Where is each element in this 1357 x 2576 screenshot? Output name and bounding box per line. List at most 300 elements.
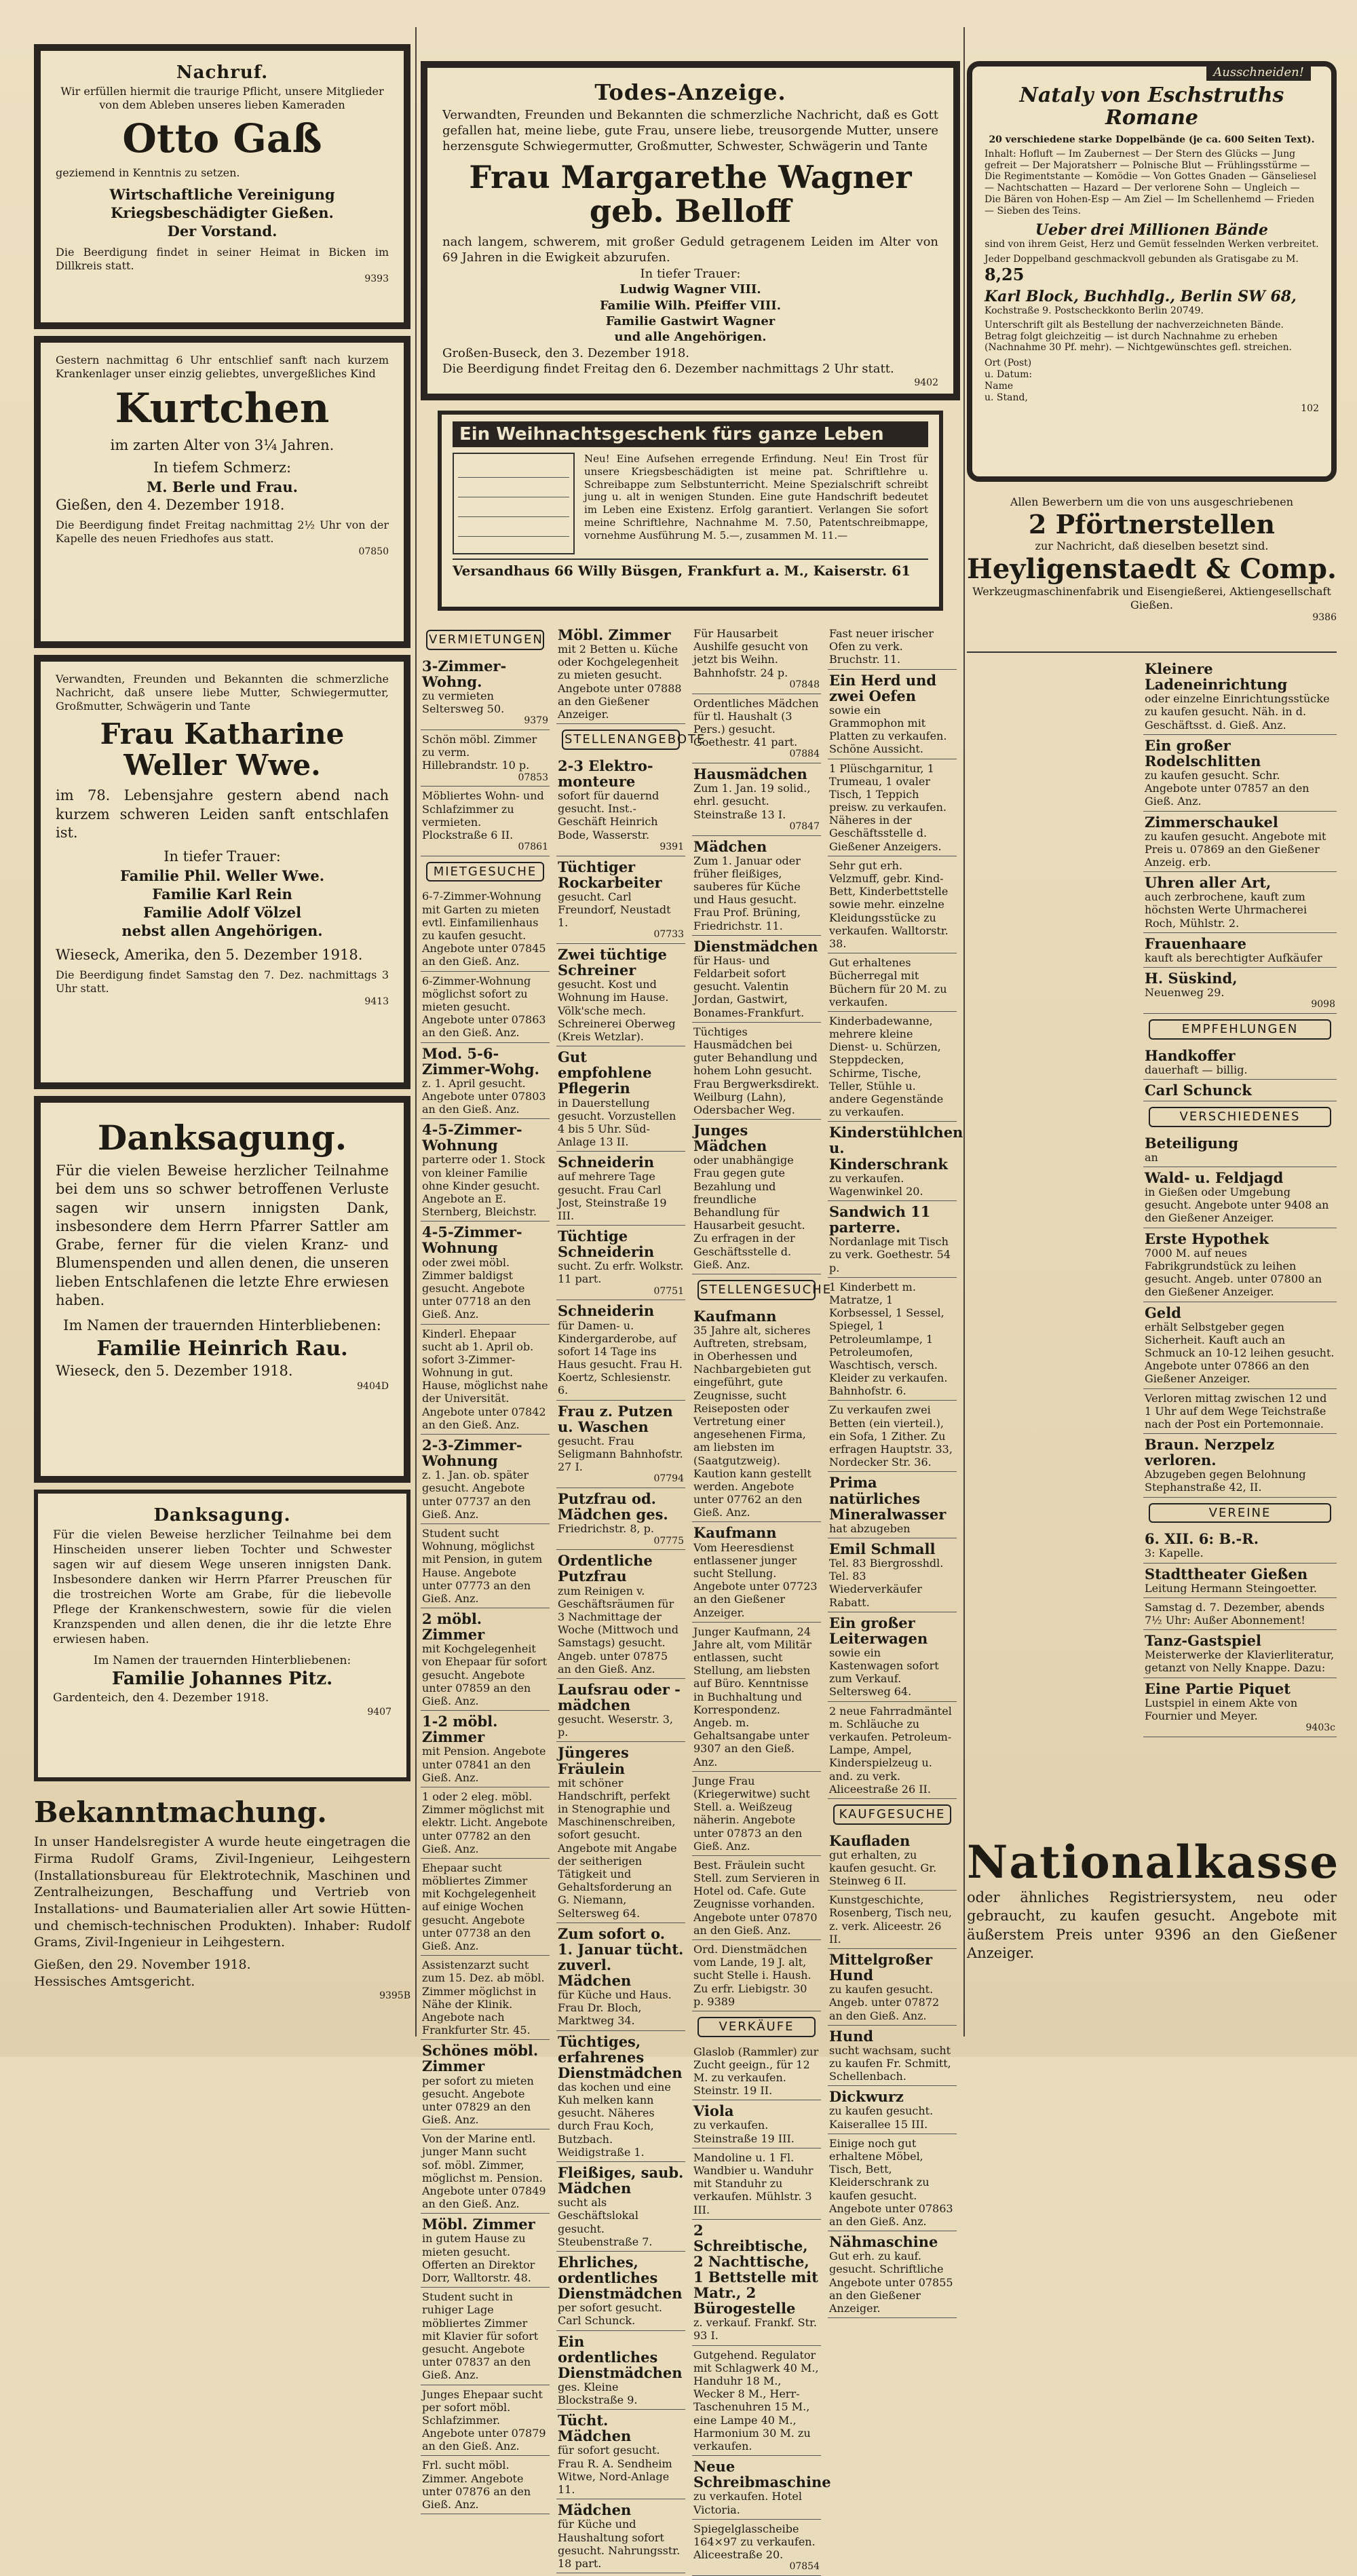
col-b-ad: [556, 1226, 685, 1300]
weller-fam4: nebst allen Angehörigen.: [121, 922, 323, 940]
nataly-title: Nataly von Eschstruths Romane: [1019, 83, 1284, 130]
heyl-firm: Heyligenstaedt & Comp.: [967, 553, 1337, 585]
ad-text: zu kaufen gesucht. Angeb. unter 07872 an den Gieß. Anz.: [829, 1983, 940, 2022]
dank1-text: Für die vielen Beweise herzlicher Teilnahme bei dem uns so schwer betroffenen Verluste sagen wir unsern innigsten Dank, insbesondere dem Herrn Pfarrer Sattler am Grabe, ferner für die vielen Kranz- und Blumenspenden und allen denen, die unseren lieben Entschlafenen die letzte Ehre erwiesen haben.: [56, 1162, 389, 1309]
nataly-addr: Kochstraße 9. Postscheckkonto Berlin 20749.: [985, 305, 1204, 316]
col-e-ad: [1143, 1498, 1337, 1529]
col-c-ad: [692, 1522, 821, 1622]
nachruf-num: 9393: [364, 273, 389, 285]
col-e-ad: [1143, 933, 1337, 968]
ad-text: mit Pension. Angebote unter 07841 an den Gieß. Anz.: [422, 1745, 546, 1784]
ad-text: Sehr gut erh. Velzmuff, gebr. Kind-Bett, Kinderbettstelle sowie mehr. einzelne Kleidungsstücke zu verkaufen. Walltorstr. 38.: [829, 858, 949, 950]
ad-heading: Mod. 5-6-Zimmer-Wohg.: [422, 1044, 539, 1078]
dank2-num: 9407: [367, 1706, 391, 1718]
col-d-ad: [828, 856, 957, 953]
col-a-ad: [421, 730, 550, 787]
ad-text: Kinderl. Ehepaar sucht ab 1. April ob. sofort 3-Zimmer-Wohnung in gut. Hause, möglichst nahe der Universität. Angebote unter 07842 an den Gieß. Anz.: [422, 1327, 548, 1431]
col-c-ad: [692, 936, 821, 1023]
ad-heading: Ehrliches, ordentliches Dienstmädchen: [558, 2253, 683, 2303]
todes-place: Großen-Buseck, den 3. Dezember 1918.: [442, 345, 690, 360]
ad-text: an: [1145, 1150, 1158, 1164]
ads-column-right: [1143, 658, 1337, 1825]
ad-text: Ehepaar sucht möbliertes Zimmer mit Kochgelegenheit auf einige Wochen gesucht. Angebote unter 07738 an den Gieß. Anz.: [422, 1861, 536, 1953]
ad-heading: Kleinere Ladeneinrichtung: [1145, 660, 1288, 694]
ad-text: Möbliertes Wohn- und Schlafzimmer zu vermieten. Plockstraße 6 II.: [422, 789, 544, 841]
col-a-ad: [421, 1608, 550, 1711]
col-a-ad: [421, 656, 550, 730]
col-a-ad: [421, 887, 550, 971]
col-a-ad: [421, 1711, 550, 1787]
col-e-ad: [1143, 1434, 1337, 1498]
col-d-ad: [828, 2134, 957, 2231]
ad-text: Abzugeben gegen Belohnung Stephanstraße 42, II.: [1145, 1468, 1306, 1494]
heyl-head: 2 Pförtnerstellen: [1028, 509, 1276, 539]
col-d-ad: [828, 1538, 957, 1612]
col-b-ad: [556, 2499, 685, 2573]
ad-heading: Zimmerschaukel: [1145, 813, 1278, 831]
ad-heading: Handkoffer: [1145, 1046, 1236, 1064]
ad-heading: Tüchtiger Rockarbeiter: [558, 858, 662, 891]
ad-text: zu verkaufen. Wagenwinkel 20.: [829, 1171, 923, 1198]
ad-number: 07751: [653, 1285, 684, 1297]
ad-text: zum Reinigen v. Geschäftsräumen für 3 Nachmittage der Woche (Mittwoch und Samstags) gesucht. Angeb. unter 07875 an den Gieß. Anz.: [558, 1584, 678, 1675]
col-d-ad: [828, 2026, 957, 2087]
ad-text: 6-Zimmer-Wohnung möglichst sofort zu mieten gesucht. Angebote unter 07863 an den Gieß. Anz.: [422, 974, 546, 1040]
col-e-ad: [1143, 812, 1337, 873]
ad-text: 1 Kinderbett m. Matratze, 1 Korbsessel, 1 Sessel, Spiegel, 1 Petroleumlampe, 1 Petroleumofen, Waschtisch, versch. Kleider zu verkaufen. Bahnhofstr. 6.: [829, 1280, 948, 1398]
weihnacht-box: [438, 411, 943, 611]
ad-heading: Zwei tüchtige Schreiner: [558, 946, 667, 979]
weller-text: im 78. Lebensjahre gestern abend nach kurzem schweren Leiden sanft entschlafen ist.: [56, 787, 389, 841]
col-d-ad: [828, 1472, 957, 1538]
ad-text: gesucht. Frau Seligmann Bahnhofstr. 27 I.: [558, 1434, 683, 1474]
ad-text: Zum 1. Jan. 19 solid., ehrl. gesucht. Steinstraße 13 I.: [693, 782, 811, 821]
col-a-ad: [421, 1859, 550, 1956]
ad-text: 6-7-Zimmer-Wohnung mit Garten zu mieten evtl. Einfamilienhaus zu kaufen gesucht. Angebote unter 07845 an den Gieß. Anz.: [422, 890, 546, 968]
col-d-ad: [828, 1830, 957, 1891]
ad-number: 07775: [653, 1535, 684, 1547]
ad-text: parterre oder 1. Stock von kleiner Familie ohne Kinder gesucht. Angebote an E. Sternberg, Bleichstr.: [422, 1153, 546, 1219]
todes-intro: Verwandten, Freunden und Bekannten die schmerzliche Nachricht, daß es Gott gefallen hat, meine liebe, gute Frau, unsere liebe, treusorgende Mutter, unsere herzensgute Schwiegermutter, Großmutter, Schwester, Schwägerin und Tante: [442, 107, 938, 154]
ad-heading: 3-Zimmer-Wohng.: [422, 657, 507, 690]
ad-heading: Tüchtige Schneiderin: [558, 1228, 655, 1261]
col-a-ad: [421, 856, 550, 888]
col-a-ad: [421, 2385, 550, 2457]
ad-heading: Laufsrau oder -mädchen: [558, 1680, 681, 1713]
ad-heading: Emil Schmall: [829, 1540, 936, 1557]
ad-text: Spiegelglasscheibe 164×97 zu verkaufen. Aliceestraße 20.: [693, 2522, 816, 2562]
bekannt-text: In unser Handelsregister A wurde heute eingetragen die Firma Rudolf Grams, Zivil-Ingenieur, Leihgestern (Installationsbureau für Elektrotechnik, Maschinen und Zentralheizungen, Beschaffung und Vertrieb von Installations- und Baumaterialien aller Art sowie Hütten- und chemisch-technischen Produkten). Inhaber: Rudolf Grams, Zivil-Ingenieur in Leihgestern.: [34, 1834, 410, 1950]
ad-heading: 2 Schreibtische, 2 Nachttische, 1 Bettstelle mit Matr., 2 Bürogestelle: [693, 2221, 818, 2317]
ad-heading: 4-5-Zimmer-Wohnung: [422, 1121, 522, 1154]
ad-heading: 2-3 Elektro-monteure: [558, 757, 653, 790]
section-label: VEREINE: [1149, 1503, 1331, 1523]
col-a-ad: [421, 1787, 550, 1859]
ad-text: zu verkaufen. Steinstraße 19 III.: [693, 2119, 795, 2145]
nataly-f4: u. Stand,: [985, 392, 1028, 403]
ad-text: Schön möbl. Zimmer zu verm. Hillebrandstr. 10 p.: [422, 732, 537, 772]
ad-text: Kinderbadewanne, mehrere kleine Dienst- u. Schürzen, Steppdecken, Schirme, Tische, Teller, Stühle u. andere Gegenstände zu verkaufen.: [829, 1014, 944, 1119]
dank1-heading: Danksagung.: [97, 1118, 347, 1158]
col-b-ad: [556, 944, 685, 1046]
dank2-text: Für die vielen Beweise herzlicher Teilnahme bei dem Hinscheiden unserer lieben Tochter und Schwester sagen wir auf diesem Wege unseren innigsten Dank. Insbesondere danken wir Herrn Pfarrer Preuschen für die trostreichen Worte am Grabe, für die liebevolle Pflege der Krankenschwestern, sowie für die vielen Kranzspenden und allen denen, die ihr die letzte Ehre erwiesen haben.: [53, 1528, 391, 1647]
col-c-ad: [692, 836, 821, 936]
kurtchen-intro: Gestern nachmittag 6 Uhr entschlief sanft nach kurzem Krankenlager unser einzig geliebtes, unvergeßliches Kind: [56, 354, 389, 380]
col-d-ad: [828, 1799, 957, 1830]
col-c-ad: [692, 763, 821, 835]
col-b-ad: [556, 1152, 685, 1226]
ad-heading: Kinderstühlchen u. Kinderschrank: [829, 1124, 963, 1173]
ad-text: Glaslob (Rammler) zur Zucht geeign., für 12 M. zu verkaufen. Steinstr. 19 II.: [693, 2045, 819, 2098]
ad-heading: Kaufmann: [693, 1307, 777, 1325]
ad-heading: 2 möbl. Zimmer: [422, 1610, 485, 1644]
ad-text: oder einzelne Einrichtungsstücke zu kaufen gesucht. Näh. in d. Geschäftsst. d. Gieß. Anz.: [1145, 692, 1330, 732]
col-c-ad: [692, 624, 821, 694]
ad-heading: Tücht. Mädchen: [558, 2412, 632, 2445]
ad-number: 07861: [518, 841, 548, 853]
ad-heading: Möbl. Zimmer: [558, 626, 671, 643]
ad-text: auch zerbrochene, kauft zum höchsten Werte Uhrmacherei Roch, Mühlstr. 2.: [1145, 890, 1307, 930]
kurtchen-name: Kurtchen: [115, 385, 330, 432]
ad-heading: Viola: [693, 2102, 734, 2120]
col-d-ad: [828, 1401, 957, 1472]
ad-text: Ordentliches Mädchen für tl. Haushalt (3 Pers.) gesucht. Goethestr. 41 part.: [693, 696, 819, 749]
ad-text: z. 1. April gesucht. Angebote unter 07803 an den Gieß. Anz.: [422, 1076, 546, 1116]
ad-heading: Kaufmann: [693, 1524, 777, 1542]
national-head: Nationalkasse: [967, 1836, 1340, 1889]
ad-text: Mandoline u. 1 Fl. Wandbier u. Wanduhr mit Standuhr zu verkaufen. Mühlstr. 3 III.: [693, 2151, 814, 2216]
col-a-ad: [421, 2129, 550, 2214]
ad-text: dauerhaft — billig.: [1145, 1063, 1248, 1076]
ad-heading: Eine Partie Piquet: [1145, 1680, 1291, 1697]
col-b-ad: [556, 1488, 685, 1550]
ads-column-b: [556, 624, 706, 2570]
col-a-ad: [421, 1119, 550, 1221]
nachruf-note: Die Beerdigung findet in seiner Heimat in Bicken im Dillkreis statt.: [56, 246, 389, 273]
ad-number: 07733: [653, 929, 684, 941]
ad-text: Zum 1. Januar oder früher fleißiges, sauberes für Küche und Haus gesucht. Frau Prof. Brüning, Friedrichstr. 11.: [693, 854, 801, 932]
col-b-ad: [556, 624, 685, 724]
col-c-ad: [692, 2346, 821, 2457]
col-b-ad: [556, 1046, 685, 1152]
ad-heading: Hund: [829, 2027, 874, 2045]
ad-text: Junge Frau (Kriegerwitwe) sucht Stell. a. Weißzeug näherin. Angebote unter 07873 an den Gieß. Anz.: [693, 1774, 810, 1853]
col-d-ad: [828, 1012, 957, 1122]
col-e-ad: [1143, 872, 1337, 933]
col-d-ad: [828, 670, 957, 759]
ad-text: gesucht. Carl Freundorf, Neustadt 1.: [558, 890, 671, 930]
col-d-ad: [828, 1201, 957, 1278]
col-c-ad: [692, 1023, 821, 1120]
heyl-line: zur Nachricht, daß dieselben besetzt sind.: [1035, 539, 1269, 552]
ad-text: Assistenzarzt sucht zum 15. Dez. ab möbl. Zimmer möglichst in Nähe der Klinik. Angebote nach Frankfurter Str. 45.: [422, 1958, 545, 2037]
col-b-ad: [556, 755, 685, 856]
col-a-ad: [421, 2040, 550, 2129]
dank2-box: [34, 1490, 410, 1781]
nataly-list: Inhalt: Hofluft — Im Zaubernest — Der Stern des Glücks — Jung gefreit — Der Majoratsherr — Polnische Blut — Frühlingsstürme — Die Regimentstante — Komödie — Von Gottes Gnaden — Gänseliesel — Nachtschatten — Hazard — Der verlorene Sohn — Ungleich — Die Bären von Hohen-Esp — Am Ziel — Im Schellenhemd — Frieden — Sieben des Teins.: [985, 148, 1317, 216]
ad-heading: Uhren aller Art,: [1145, 874, 1272, 892]
ad-text: sucht als Geschäftslokal gesucht. Steubenstraße 7.: [558, 2196, 653, 2248]
col-e-ad: [1143, 1101, 1337, 1133]
column-divider: [415, 27, 417, 2037]
ad-text: sowie ein Kastenwagen sofort zum Verkauf. Seltersweg 64.: [829, 1646, 939, 1699]
ad-heading: Jüngeres Fräulein: [558, 1744, 629, 1777]
col-b-ad: [556, 1550, 685, 1679]
ad-text: Gutgehend. Regulator mit Schlagwerk 40 M., Handuhr 18 M., Wecker 8 M., Herr-Taschenuhren 15 M., eine Lampe 40 M., Harmonium 30 M. zu verkaufen.: [693, 2348, 819, 2452]
ad-text: in gutem Hause zu mieten gesucht. Offerten an Direktor Dorr, Walltorstr. 48.: [422, 2232, 535, 2285]
column-divider-2: [963, 27, 965, 2037]
national-text: oder ähnliches Registriersystem, neu oder gebraucht, zu kaufen gesucht. Angebote mit äußerstem Preis unter 9396 an den Gießener Anzeiger.: [967, 1889, 1337, 1961]
nataly-f2: u. Datum:: [985, 368, 1033, 380]
section-label: STELLENANGEBOTE: [562, 730, 680, 750]
ad-heading: Zum sofort o. 1. Januar tücht. zuverl. Mädchen: [558, 1925, 684, 1989]
col-c-ad: [692, 2100, 821, 2148]
ad-number: 9391: [660, 841, 684, 852]
ad-text: 35 Jahre alt, sicheres Auftreten, strebsam, in Oberhessen und Nachbargebieten gut eingeführt, gute Zeugnisse, sucht Reiseposten oder Vertretung einer angesehenen Firma, am liebsten im (Saatgutzweig). Kaution kann gestellt werden. Angebote unter 07762 an den Gieß. Anz.: [693, 1323, 811, 1519]
ad-heading: Tanz-Gastspiel: [1145, 1632, 1262, 1650]
ad-heading: Junges Mädchen: [693, 1122, 767, 1155]
dank1-namen: Im Namen der trauernden Hinterbliebenen:: [63, 1317, 381, 1334]
ad-text: oder unabhängige Frau gegen gute Bezahlung und freundliche Behandlung für Hausarbeit gesucht. Zu erfragen in der Geschäftsstelle d. Gieß. Anz.: [693, 1154, 805, 1271]
ad-heading: H. Süskind,: [1145, 970, 1238, 987]
ad-heading: 1-2 möbl. Zimmer: [422, 1713, 498, 1746]
ad-number: 07848: [789, 679, 820, 690]
ad-heading: 2-3-Zimmer-Wohnung: [422, 1437, 522, 1470]
ad-heading: Frauenhaare: [1145, 934, 1247, 952]
kurtchen-box: [34, 336, 410, 648]
ad-text: Kunstgeschichte, Rosenberg, Tisch neu, z. verk. Aliceestr. 26 II.: [829, 1893, 952, 1946]
ad-heading: Tüchtiges, erfahrenes Dienstmädchen: [558, 2032, 683, 2081]
col-d-ad: [828, 2231, 957, 2318]
ad-text: 1 oder 2 eleg. möbl. Zimmer möglichst mit elektr. Licht. Angebote unter 07782 an den Gieß. Anz.: [422, 1789, 548, 1855]
ad-text: in Dauerstellung gesucht. Vorzustellen 4 bis 5 Uhr. Süd-Anlage 13 II.: [558, 1096, 676, 1149]
ad-text: kauft als berechtigter Aufkäufer: [1145, 951, 1322, 964]
ad-number: 07847: [789, 820, 820, 832]
ad-heading: Sandwich 11 parterre.: [829, 1203, 931, 1236]
col-e-ad: [1143, 1678, 1337, 1737]
nataly-price-label: Jeder Doppelband geschmackvoll gebunden als Gratisgabe zu M.: [985, 254, 1299, 265]
ad-number: 07853: [518, 772, 548, 783]
ad-heading: Braun. Nerzpelz verloren.: [1145, 1436, 1275, 1469]
ad-text: das kochen und eine Kuh melken kann gesucht. Näheres durch Frau Koch, Butzbach. Weidigstraße 1.: [558, 2080, 671, 2159]
nataly-tag: Ausschneiden!: [1206, 64, 1311, 81]
ad-text: mit 2 Betten u. Küche oder Kochgelegenheit zu mieten gesucht. Angebote unter 07888 an den Gießener Anzeiger.: [558, 643, 682, 721]
ad-number: 9403c: [1305, 1722, 1335, 1734]
kurtchen-note: Die Beerdigung findet Freitag nachmittag 2½ Uhr von der Kapelle des neuen Friedhofes aus statt.: [56, 518, 389, 546]
col-a-ad: [421, 1043, 550, 1120]
todes-grief: In tiefer Trauer:: [640, 266, 741, 281]
col-d-ad: [828, 953, 957, 1012]
col-e-ad: [1143, 1133, 1337, 1167]
ad-text: mit Kochgelegenheit von Ehepaar für sofort gesucht. Angebote unter 07859 an den Gieß. Anz.: [422, 1642, 548, 1708]
weller-fam1: Familie Phil. Weller Wwe.: [119, 867, 325, 884]
weller-fam3: Familie Adolf Völzel: [142, 904, 302, 922]
col-c-ad: [692, 1306, 821, 1523]
ad-heading: Neue Schreibmaschine: [693, 2458, 831, 2491]
nataly-num: 102: [1301, 403, 1319, 415]
col-a-ad: [421, 1221, 550, 1324]
col-e-ad: [1143, 1045, 1337, 1080]
col-b-ad: [556, 856, 685, 945]
col-b-ad: [556, 2162, 685, 2252]
ad-text: per sofort gesucht. Carl Schunck.: [558, 2301, 663, 2328]
nataly-sold: sind von ihrem Geist, Herz und Gemüt fesselnden Werken verbreitet.: [985, 238, 1319, 250]
ad-text: Zu verkaufen zwei Betten (ein vierteil.), ein Sofa, 1 Zither. Zu erfragen Hauptstr. 33, Nordecker Str. 36.: [829, 1403, 953, 1469]
ad-text: 3: Kapelle.: [1145, 1547, 1204, 1560]
col-d-ad: [828, 1891, 957, 1949]
col-e-ad: [1143, 1528, 1337, 1563]
col-e-ad: [1143, 1167, 1337, 1228]
ad-text: Junger Kaufmann, 24 Jahre alt, vom Militär entlassen, sucht Stellung, am liebsten auf Büro. Kenntnisse in Buchhaltung und Korrespondenz. Angeb. m. Gehaltsangabe unter 9307 an den Gieß. Anz.: [693, 1625, 811, 1768]
ad-text: zu verkaufen. Hotel Victoria.: [693, 2490, 802, 2516]
nataly-sub: 20 verschiedene starke Doppelbände (je ca. 600 Seiten Text).: [989, 134, 1315, 145]
col-a-ad: [421, 1524, 550, 1608]
col-a-ad: [421, 1325, 550, 1435]
col-e-ad: [1143, 1598, 1337, 1630]
ad-text: 7000 M. auf neues Fabrikgrundstück zu leihen gesucht. Angeb. unter 07800 an den Gießener Anzeiger.: [1145, 1246, 1322, 1299]
col-c-ad: [692, 1623, 821, 1772]
ad-heading: Mädchen: [693, 837, 767, 855]
ads-column-d: [828, 624, 963, 2315]
nataly-sig: Unterschrift gilt als Bestellung der nachverzeichneten Bände. Betrag folgt gleichzeitig — ist durch Nachnahme zu erheben (Nachnahme 30 Pf. mehr). — Nichtgewünschtes gefl. streichen.: [985, 319, 1293, 354]
col-a-ad: [421, 624, 550, 656]
todes-fam4: und alle Angehörigen.: [614, 330, 767, 345]
ad-text: gut erhalten, zu kaufen gesucht. Gr. Steinweg 6 II.: [829, 1848, 937, 1888]
col-d-ad: [828, 2086, 957, 2134]
nachruf-line: geziemend in Kenntnis zu setzen.: [56, 166, 240, 179]
ad-text: Gut erhaltenes Bücherregal mit Büchern für 20 M. zu verkaufen.: [829, 956, 947, 1008]
col-a-ad: [421, 1435, 550, 1524]
todes-heading: Todes-Anzeige.: [594, 79, 786, 105]
ad-text: Für Hausarbeit Aushilfe gesucht von jetzt bis Weihn. Bahnhofstr. 24 p.: [693, 627, 809, 679]
col-b-ad: [556, 1679, 685, 1743]
ad-text: für Haus- und Feldarbeit sofort gesucht. Valentin Jordan, Gastwirt, Bonames-Frankfurt.: [693, 953, 805, 1019]
ad-text: für Küche und Haus. Frau Dr. Bloch, Marktweg 34.: [558, 1988, 672, 2028]
weller-grief: In tiefer Trauer:: [164, 848, 281, 865]
col-e-ad: [1143, 658, 1337, 735]
col-b-ad: [556, 2331, 685, 2410]
todes-num: 9402: [914, 377, 938, 389]
col-e-ad: [1143, 1389, 1337, 1435]
dank2-family: Familie Johannes Pitz.: [111, 1668, 333, 1689]
ad-text: Einige noch gut erhaltene Möbel, Tisch, Bett, Kleiderschrank zu kaufen gesucht. Angebote unter 07863 an den Gieß. Anz.: [829, 2136, 953, 2228]
col-c-ad: [692, 2520, 821, 2576]
col-c-ad: [692, 1274, 833, 1306]
heyl-sub: Werkzeugmaschinenfabrik und Eisengießerei, Aktiengesellschaft Gießen.: [972, 585, 1331, 611]
ad-text: Verloren mittag zwischen 12 und 1 Uhr auf dem Wege Teichstraße nach der Post ein Portemonnaie.: [1145, 1391, 1327, 1431]
col-d-ad: [828, 1122, 963, 1201]
nachruf-heading: Nachruf.: [176, 62, 269, 83]
section-label: VERMIETUNGEN: [426, 630, 544, 650]
nataly-f3: Name: [985, 380, 1014, 392]
heyl-ad: [967, 495, 1337, 653]
dank1-num: 9404D: [357, 1380, 389, 1392]
dank1-box: [34, 1096, 410, 1483]
todes-text: nach langem, schwerem, mit großer Geduld getragenem Leiden im Alter von 69 Jahren in die Ewigkeit abzurufen.: [442, 234, 938, 265]
section-label: VERSCHIEDENES: [1149, 1107, 1331, 1127]
ad-text: sowie ein Grammophon mit Platten zu verkaufen. Schöne Aussicht.: [829, 703, 947, 756]
heyl-num: 9386: [1312, 612, 1337, 623]
kurtchen-age: im zarten Alter von 3¼ Jahren.: [110, 437, 335, 453]
col-c-ad: [692, 2220, 821, 2346]
ad-text: in Gießen oder Umgebung gesucht. Angebote unter 9408 an den Gießener Anzeiger.: [1145, 1186, 1329, 1225]
nataly-firm: Karl Block, Buchhdlg., Berlin SW 68,: [985, 287, 1297, 305]
column-obituaries: [34, 27, 410, 2037]
heyl-intro: Allen Bewerbern um die von uns ausgeschriebenen: [1010, 495, 1294, 508]
ad-heading: Hausmädchen: [693, 765, 807, 783]
nataly-million: Ueber drei Millionen Bände: [1035, 221, 1269, 239]
col-c-ad: [692, 2011, 821, 2043]
section-label: KAUFGESUCHE: [833, 1804, 951, 1825]
ad-heading: Dienstmädchen: [693, 937, 818, 955]
ad-text: Leitung Hermann Steingoetter.: [1145, 1581, 1317, 1595]
ads-column-a: [421, 624, 550, 2512]
ad-heading: Schneiderin: [558, 1154, 655, 1171]
ad-heading: Erste Hypothek: [1145, 1230, 1269, 1247]
column-right: [967, 27, 1340, 2037]
ad-text: Student sucht in ruhiger Lage möbliertes Zimmer mit Klavier für sofort gesucht. Angebote unter 07837 an den Gieß. Anz.: [422, 2290, 539, 2382]
col-d-ad: [828, 1612, 957, 1702]
ad-text: für Damen- u. Kindergarderobe, auf sofort 14 Tage ins Haus gesucht. Frau H. Koertz, Schlesienstr. 6.: [558, 1319, 683, 1397]
bekannt-court: Hessisches Amtsgericht.: [34, 1973, 195, 1989]
todes-name: Frau Margarethe Wagner geb. Belloff: [469, 158, 912, 230]
col-c-ad: [692, 1120, 821, 1274]
ad-heading: 6. XII. 6: B.-R.: [1145, 1530, 1259, 1548]
ad-text: Junges Ehepaar sucht per sofort möbl. Schlafzimmer. Angebote unter 07879 an den Gieß. Anz.: [422, 2387, 546, 2453]
ad-heading: Dickwurz: [829, 2088, 904, 2106]
col-e-ad: [1143, 1080, 1337, 1101]
ad-text: Tel. 83 Biergrosshdl. Tel. 83 Wiederverkäufer Rabatt.: [829, 1556, 944, 1609]
kurtchen-family: M. Berle und Frau.: [146, 478, 298, 495]
ad-text: oder zwei möbl. Zimmer baldigst gesucht. Angebote unter 07718 an den Gieß. Anz.: [422, 1255, 531, 1321]
ad-text: sucht wachsam, sucht zu kaufen Fr. Schmitt, Schellenbach.: [829, 2043, 951, 2083]
weller-note: Die Beerdigung findet Samstag den 7. Dez. nachmittags 3 Uhr statt.: [56, 968, 389, 996]
ad-heading: Wald- u. Feldjagd: [1145, 1169, 1284, 1187]
todes-fam3: Familie Gastwirt Wagner: [605, 314, 776, 328]
ad-text: Lustspiel in einem Akte von Fournier und Meyer.: [1145, 1696, 1298, 1722]
todes-box: [421, 61, 960, 400]
col-b-ad: [556, 724, 706, 755]
kurtchen-grief: In tiefem Schmerz:: [153, 459, 292, 476]
ad-text: Gut erh. zu kauf. gesucht. Schriftliche Angebote unter 07855 an den Gießener Anzeiger.: [829, 2250, 953, 2315]
col-b-ad: [556, 1300, 685, 1400]
col-c-ad: [692, 2148, 821, 2220]
weller-name: Frau Katharine Weller Wwe.: [100, 717, 345, 782]
col-b-ad: [556, 2252, 685, 2331]
weller-box: [34, 655, 410, 1089]
ad-text: zu vermieten Seltersweg 50.: [422, 689, 505, 715]
nataly-f1: Ort (Post): [985, 358, 1032, 369]
ad-heading: Ein Herd und zwei Oefen: [829, 671, 937, 704]
col-e-ad: [1143, 735, 1337, 812]
ad-number: 07884: [789, 749, 820, 760]
nachruf-box: [34, 44, 410, 329]
ad-text: hat abzugeben: [829, 1521, 911, 1535]
col-b-ad: [556, 2031, 685, 2162]
nachruf-name: Otto Gaß: [122, 115, 322, 162]
col-a-ad: [421, 2456, 550, 2514]
national-ad: [967, 1836, 1340, 2039]
ad-text: auf mehrere Tage gesucht. Frau Carl Jost, Steinstraße 19 III.: [558, 1170, 667, 1222]
col-d-ad: [828, 1278, 957, 1401]
ad-text: Ord. Dienstmädchen vom Lande, 19 J. alt, sucht Stelle i. Haush. Zu erfr. Liebigstr. 30 p. 9389: [693, 1943, 811, 2008]
col-c-ad: [692, 1772, 821, 1856]
col-b-ad: [556, 2410, 685, 2499]
weihnacht-footer: Versandhaus 66 Willy Büsgen, Frankfurt a. M., Kaiserstr. 61: [453, 558, 928, 579]
col-e-ad: [1143, 968, 1337, 1014]
section-label: STELLENGESUCHE: [697, 1280, 816, 1300]
ad-number: 9379: [524, 715, 548, 727]
